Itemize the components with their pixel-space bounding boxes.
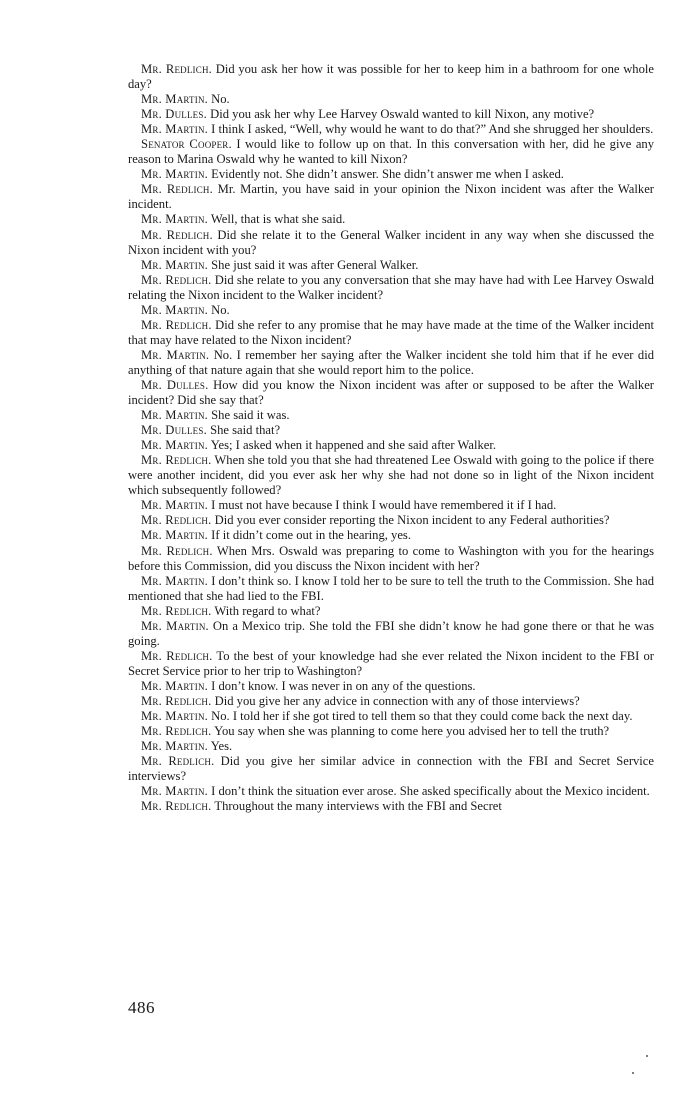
transcript-paragraph	[128, 784, 654, 799]
transcript-paragraph	[128, 423, 654, 438]
transcript-paragraph	[128, 182, 654, 212]
paragraph-text: Did she relate it to the General Walker incident in any way when she discussed the Nixon incident with you?	[128, 227, 654, 257]
paragraph-text: Did you ask her why Lee Harvey Oswald wanted to kill Nixon, any motive?	[210, 107, 595, 122]
speaker-name: Mr. Redlich.	[141, 182, 213, 197]
transcript-paragraph	[128, 378, 654, 408]
paragraph-text: I must not have because I think I would have remembered it if I had.	[211, 498, 557, 513]
paragraph-text: Did she relate to you any conversation that she may have had with Lee Harvey Oswald relating the Nixon incident to the Walker incident?	[128, 272, 654, 302]
speaker-name: Mr. Redlich.	[141, 543, 213, 558]
transcript-paragraph	[128, 453, 654, 498]
speaker-name: Mr. Martin.	[141, 347, 210, 362]
transcript-paragraph	[128, 408, 654, 423]
speaker-name: Mr. Redlich.	[141, 799, 212, 814]
speaker-name: Mr. Redlich.	[141, 754, 215, 769]
speaker-name: Mr. Dulles.	[141, 377, 209, 392]
speaker-name: Mr. Martin.	[141, 408, 208, 423]
transcript-paragraph	[128, 92, 654, 107]
paragraph-text: No.	[211, 92, 230, 107]
paragraph-text: On a Mexico trip. She told the FBI she didn’t know he had gone there or that he was going.	[128, 618, 655, 648]
speaker-name: Mr. Martin.	[141, 678, 208, 693]
transcript-paragraph	[128, 273, 654, 303]
paragraph-text: When she told you that she had threatened Lee Oswald with going to the police if there were another incident, did you ever ask her why she had not done so in light of the Nixon incident which subsequently followed?	[128, 453, 654, 498]
speaker-name: Mr. Martin.	[141, 618, 209, 633]
paragraph-text: Throughout the many interviews with the FBI and Secret	[214, 799, 502, 814]
transcript-paragraph	[128, 619, 654, 649]
paragraph-text: She said it was.	[211, 408, 290, 423]
transcript-paragraph	[128, 62, 654, 92]
speaker-name: Mr. Redlich.	[141, 724, 212, 739]
speaker-name: Mr. Martin.	[141, 167, 208, 182]
paragraph-text: Did you ever consider reporting the Nixon incident to any Federal authorities?	[214, 513, 610, 528]
transcript-paragraph	[128, 212, 654, 227]
transcript-paragraph	[128, 167, 654, 182]
transcript-paragraph	[128, 739, 654, 754]
paragraph-text: No.	[211, 302, 230, 317]
transcript-paragraph	[128, 303, 654, 318]
paragraph-text: I don’t think so. I know I told her to be sure to tell the truth to the Commission. She had mentioned that she had lied to the FBI.	[128, 573, 655, 603]
paragraph-text: Did she refer to any promise that he may have made at the time of the Walker incident that may have related to the Nixon incident?	[128, 317, 654, 347]
paragraph-text: I don’t know. I was never in on any of the questions.	[211, 678, 476, 693]
transcript-paragraph	[128, 604, 654, 619]
paragraph-text: She said that?	[210, 423, 281, 438]
paragraph-text: You say when she was planning to come here you advised her to tell the truth?	[214, 724, 610, 739]
transcript-paragraph	[128, 438, 654, 453]
transcript-paragraph	[128, 513, 654, 528]
speaker-name: Mr. Redlich.	[141, 603, 212, 618]
speaker-name: Mr. Dulles.	[141, 423, 207, 438]
transcript-paragraph	[128, 318, 654, 348]
transcript-paragraph	[128, 649, 654, 679]
speaker-name: Mr. Redlich.	[141, 272, 212, 287]
transcript-paragraph	[128, 544, 654, 574]
paragraph-text: No. I remember her saying after the Walker incident she told him that if he ever did anything of that nature again that she would report him to the police.	[128, 347, 655, 377]
paragraph-text: Did you give her similar advice in connection with the FBI and Secret Service interviews?	[128, 754, 654, 784]
speaker-name: Mr. Martin.	[141, 257, 208, 272]
scan-speck	[646, 1055, 648, 1057]
transcript-paragraph	[128, 228, 654, 258]
paragraph-text: No. I told her if she got tired to tell them so that they could come back the next day.	[211, 709, 633, 724]
page-number: 486	[128, 998, 155, 1017]
transcript-paragraph	[128, 724, 654, 739]
paragraph-text: How did you know the Nixon incident was after or supposed to be after the Walker incident? Did she say that?	[128, 377, 654, 408]
paragraph-text: I think I asked, “Well, why would he want to do that?” And she shrugged her shoulders.	[211, 122, 654, 137]
paragraph-text: With regard to what?	[214, 603, 321, 618]
speaker-name: Mr. Martin.	[141, 302, 208, 317]
transcript-paragraph	[128, 528, 654, 543]
paragraph-text: She just said it was after General Walker.	[211, 257, 419, 272]
transcript-paragraph	[128, 122, 654, 137]
transcript-paragraph	[128, 694, 654, 709]
speaker-name: Mr. Martin.	[141, 709, 208, 724]
transcript-paragraph	[128, 574, 654, 604]
speaker-name: Mr. Redlich.	[141, 453, 212, 468]
transcript-paragraph	[128, 754, 654, 784]
speaker-name: Mr. Martin.	[141, 498, 208, 513]
paragraph-text: If it didn’t come out in the hearing, yes.	[211, 528, 411, 543]
transcript-paragraph	[128, 137, 654, 167]
paragraph-text: Mr. Martin, you have said in your opinion the Nixon incident was after the Walker incident.	[128, 182, 654, 212]
paragraph-text: I don’t think the situation ever arose. She asked specifically about the Mexico incident.	[211, 784, 650, 799]
speaker-name: Mr. Redlich.	[141, 62, 213, 76]
speaker-name: Senator Cooper.	[141, 137, 232, 152]
speaker-name: Mr. Martin.	[141, 784, 208, 799]
speaker-name: Mr. Redlich.	[141, 648, 213, 663]
paragraph-text: I would like to follow up on that. In this conversation with her, did he give any reason to Marina Oswald why he wanted to kill Nixon?	[128, 137, 654, 167]
transcript-paragraph	[128, 348, 654, 378]
speaker-name: Mr. Martin.	[141, 212, 208, 227]
speaker-name: Mr. Martin.	[141, 528, 208, 543]
paragraph-text: Evidently not. She didn’t answer. She didn’t answer me when I asked.	[211, 167, 564, 182]
transcript-paragraph	[128, 258, 654, 273]
speaker-name: Mr. Redlich.	[141, 317, 212, 332]
scan-speck	[632, 1072, 634, 1074]
transcript-paragraph	[128, 679, 654, 694]
speaker-name: Mr. Redlich.	[141, 227, 213, 242]
speaker-name: Mr. Martin.	[141, 739, 208, 754]
speaker-name: Mr. Martin.	[141, 438, 208, 453]
speaker-name: Mr. Redlich.	[141, 693, 212, 708]
transcript-paragraph	[128, 498, 654, 513]
transcript-paragraph	[128, 799, 654, 814]
paragraph-text: Well, that is what she said.	[210, 212, 346, 227]
paragraph-text: Yes.	[210, 739, 233, 754]
speaker-name: Mr. Redlich.	[141, 513, 212, 528]
speaker-name: Mr. Martin.	[141, 573, 209, 588]
paragraph-text: When Mrs. Oswald was preparing to come to Washington with you for the hearings before this Commission, did you discuss the Nixon incident with her?	[128, 543, 654, 573]
transcript-paragraph	[128, 107, 654, 122]
paragraph-text: Did you ask her how it was possible for her to keep him in a bathroom for one whole day?	[128, 62, 654, 92]
speaker-name: Mr. Martin.	[141, 122, 208, 137]
speaker-name: Mr. Martin.	[141, 92, 208, 107]
speaker-name: Mr. Dulles.	[141, 107, 207, 122]
transcript-body	[128, 62, 654, 814]
paragraph-text: Yes; I asked when it happened and she said after Walker.	[210, 438, 496, 453]
paragraph-text: To the best of your knowledge had she ever related the Nixon incident to the FBI or Secret Service prior to her trip to Washington?	[128, 648, 654, 678]
paragraph-text: Did you give her any advice in connection with any of those interviews?	[214, 693, 580, 708]
transcript-paragraph	[128, 709, 654, 724]
